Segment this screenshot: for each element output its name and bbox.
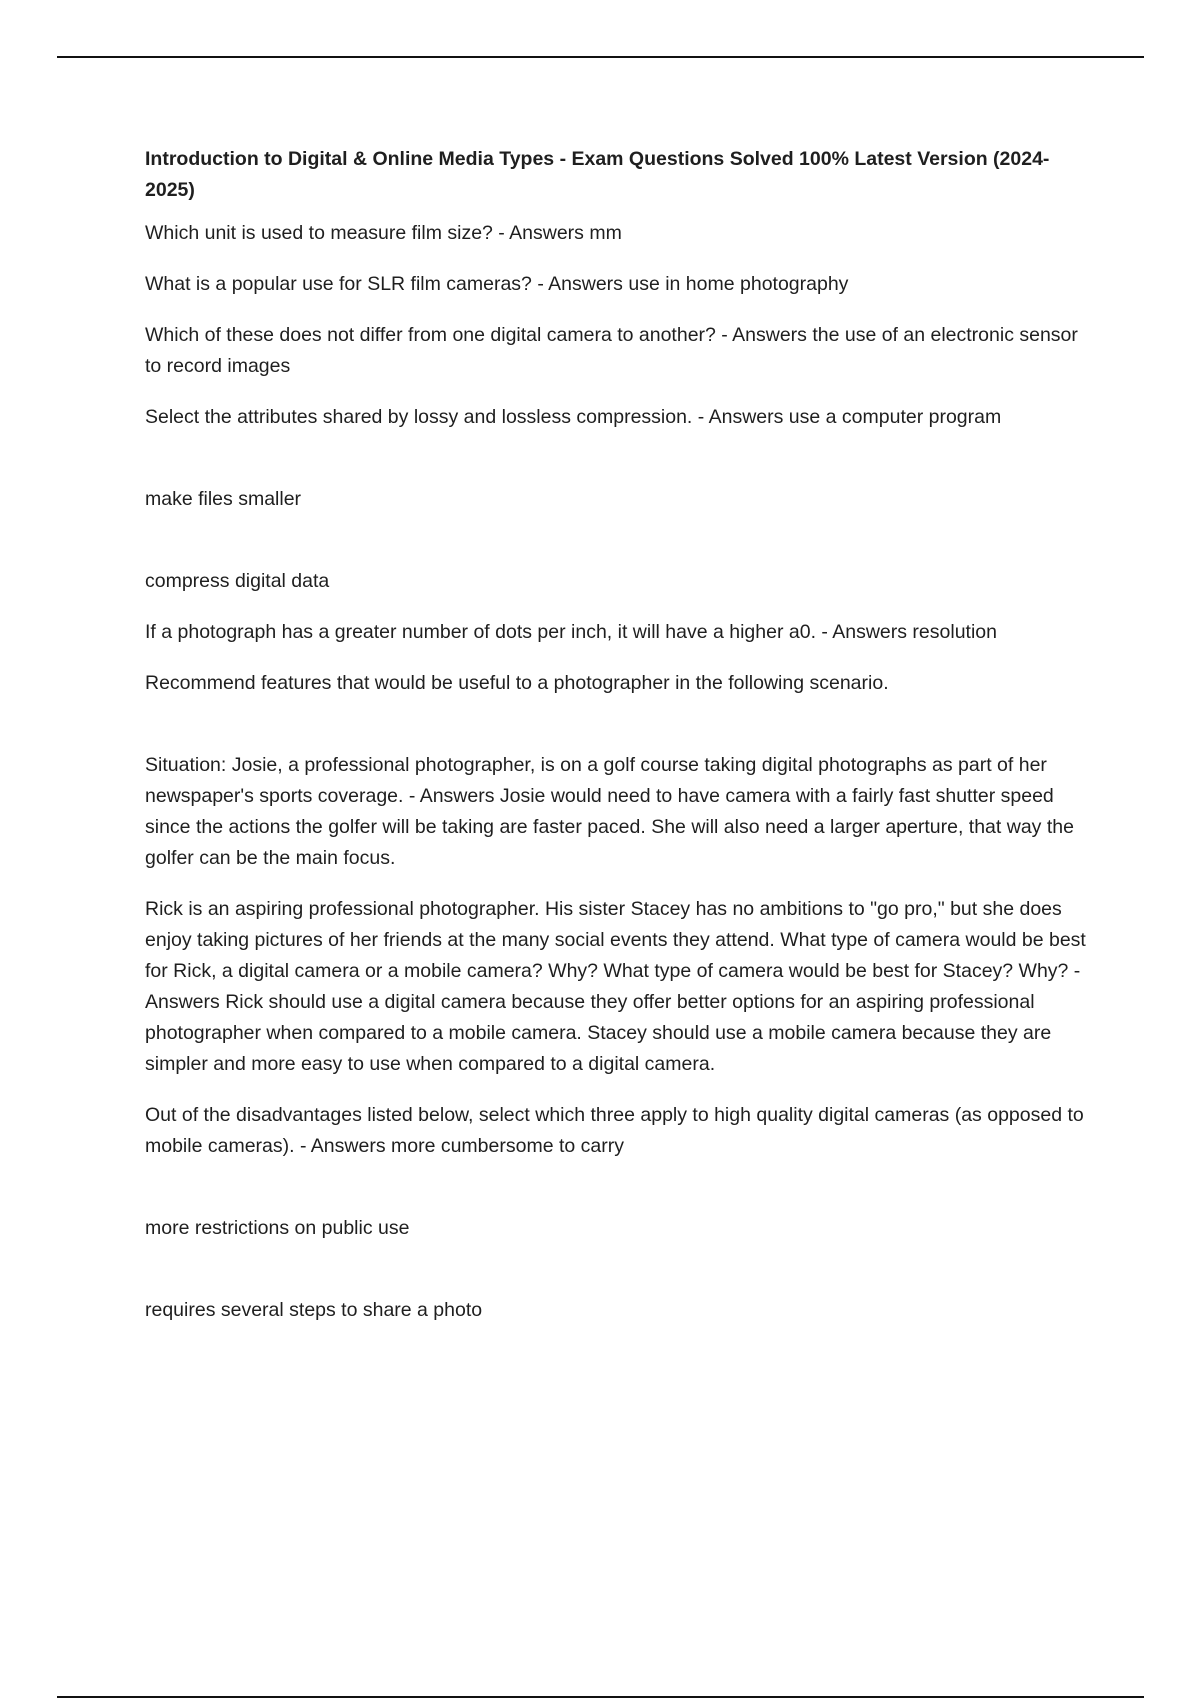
- top-divider: [57, 56, 1144, 58]
- qa-paragraph: Situation: Josie, a professional photographer, is on a golf course taking digital photographs as part of her newspaper's sports coverage. - Answers Josie would need to have camera with a fairly fast shutter speed since the actions the golfer will be taking are faster paced. She will also need a larger aperture, that way the golfer can be the main focus.: [145, 754, 1074, 869]
- answer-continuation: make files smaller: [145, 488, 302, 510]
- qa-paragraph: Out of the disadvantages listed below, select which three apply to high quality digital cameras (as opposed to mobile cameras). - Answers more cumbersome to carry: [145, 1104, 1084, 1157]
- qa-paragraph: Which of these does not differ from one digital camera to another? - Answers the use of an electronic sensor to record images: [145, 324, 1078, 377]
- document-body: [145, 144, 1095, 1346]
- qa-paragraph: Which unit is used to measure film size? - Answers mm: [145, 222, 622, 244]
- answer-continuation: requires several steps to share a photo: [145, 1299, 483, 1321]
- qa-paragraph: Recommend features that would be useful to a photographer in the following scenario.: [145, 672, 889, 694]
- qa-paragraph: Rick is an aspiring professional photographer. His sister Stacey has no ambitions to "go pro," but she does enjoy taking pictures of her friends at the many social events they attend. What type of camera would be best for Rick, a digital camera or a mobile camera? Why? What type of camera would be best for Stacey? Why? - Answers Rick should use a digital camera because they offer better options for an aspiring professional photographer when compared to a mobile camera. Stacey should use a mobile camera because they are simpler and more easy to use when compared to a digital camera.: [145, 898, 1086, 1075]
- qa-paragraph: If a photograph has a greater number of dots per inch, it will have a higher a0. - Answers resolution: [145, 621, 997, 643]
- bottom-divider: [57, 1696, 1144, 1698]
- answer-continuation: compress digital data: [145, 570, 330, 592]
- answer-continuation: more restrictions on public use: [145, 1217, 410, 1239]
- qa-paragraph: What is a popular use for SLR film cameras? - Answers use in home photography: [145, 273, 849, 295]
- document-title: Introduction to Digital & Online Media Types - Exam Questions Solved 100% Latest Version (2024-2025): [145, 148, 1050, 201]
- qa-paragraph: Select the attributes shared by lossy and lossless compression. - Answers use a computer program: [145, 406, 1002, 428]
